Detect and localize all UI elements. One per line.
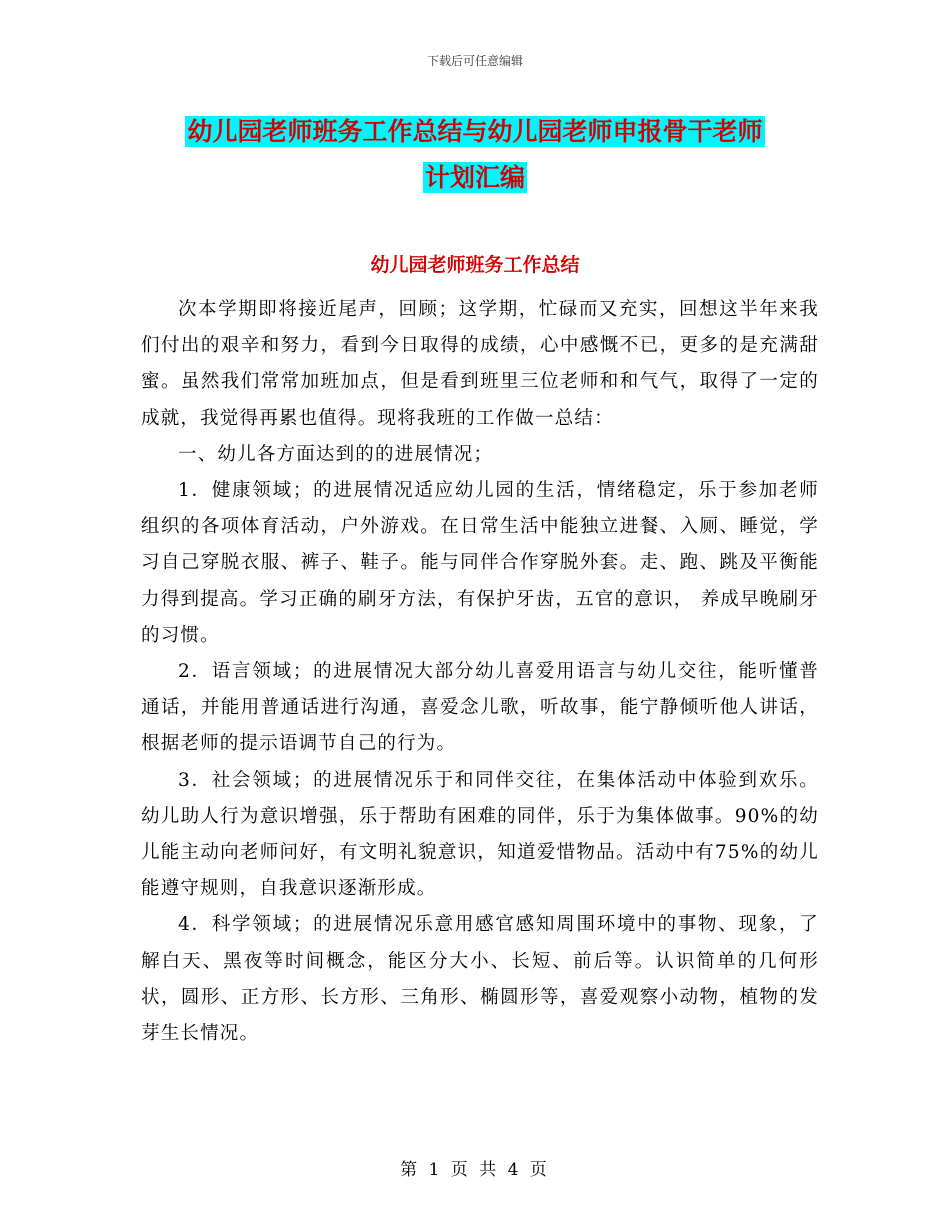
paragraph-heading: 一、幼儿各方面达到的的进展情况； [178,443,494,465]
paragraph-science: 4．科学领域；的进展情况乐意用感官感知周围环境中的事物、现象，了解白天、黑夜等时间概念，能区分大小、长短、前后等。认识简单的几何形状，圆形、正方形、长方形、三角形、椭圆形等，喜爱观察小动物，植物的发芽生长情况。 [141,914,819,1045]
paragraph-health: 1．健康领域；的进展情况适应幼儿园的生活，情绪稳定，乐于参加老师组织的各项体育活动，户外游戏。在日常生活中能独立进餐、入厕、睡觉，学习自己穿脱衣服、裤子、鞋子。能与同伴合作穿脱外套。走、跑、跳及平衡能力得到提高。学习正确的刷牙方法，有保护牙齿，五官的意识， 养成早晚刷牙的习惯。 [141,480,819,646]
paragraph-intro: 次本学期即将接近尾声，回顾；这学期，忙碌而又充实，回想这半年来我们付出的艰辛和努力，看到今日取得的成绩，心中感慨不已，更多的是充满甜蜜。虽然我们常常加班加点，但是看到班里三位老师和和气气，取得了一定的成就，我觉得再累也值得。现将我班的工作做一总结： [141,299,819,429]
section-title: 幼儿园老师班务工作总结 [370,254,580,276]
paragraph-social: 3．社会领域；的进展情况乐于和同伴交往，在集体活动中体验到欢乐。幼儿助人行为意识增强，乐于帮助有困难的同伴，乐于为集体做事。90%的幼儿能主动向老师问好，有文明礼貌意识，知道爱惜物品。活动中有75%的幼儿能遵守规则，自我意识逐渐形成。 [141,769,819,900]
page-footer: 第 1 页 共 4 页 [400,1160,550,1180]
body-text [141,292,819,1052]
header-note: 下载后可任意编辑 [426,54,523,68]
document-title-line-2 [0,158,950,194]
document-title-line-1 [0,112,950,148]
title-highlight: 计划汇编 [424,163,525,192]
title-highlight: 幼儿园老师班务工作总结与幼儿园老师申报骨干老师 [187,117,763,146]
paragraph-language: 2．语言领域；的进展情况大部分幼儿喜爱用语言与幼儿交往，能听懂普通话，并能用普通话进行沟通，喜爱念儿歌，听故事，能宁静倾听他人讲话，根据老师的提示语调节自己的行为。 [141,661,819,755]
